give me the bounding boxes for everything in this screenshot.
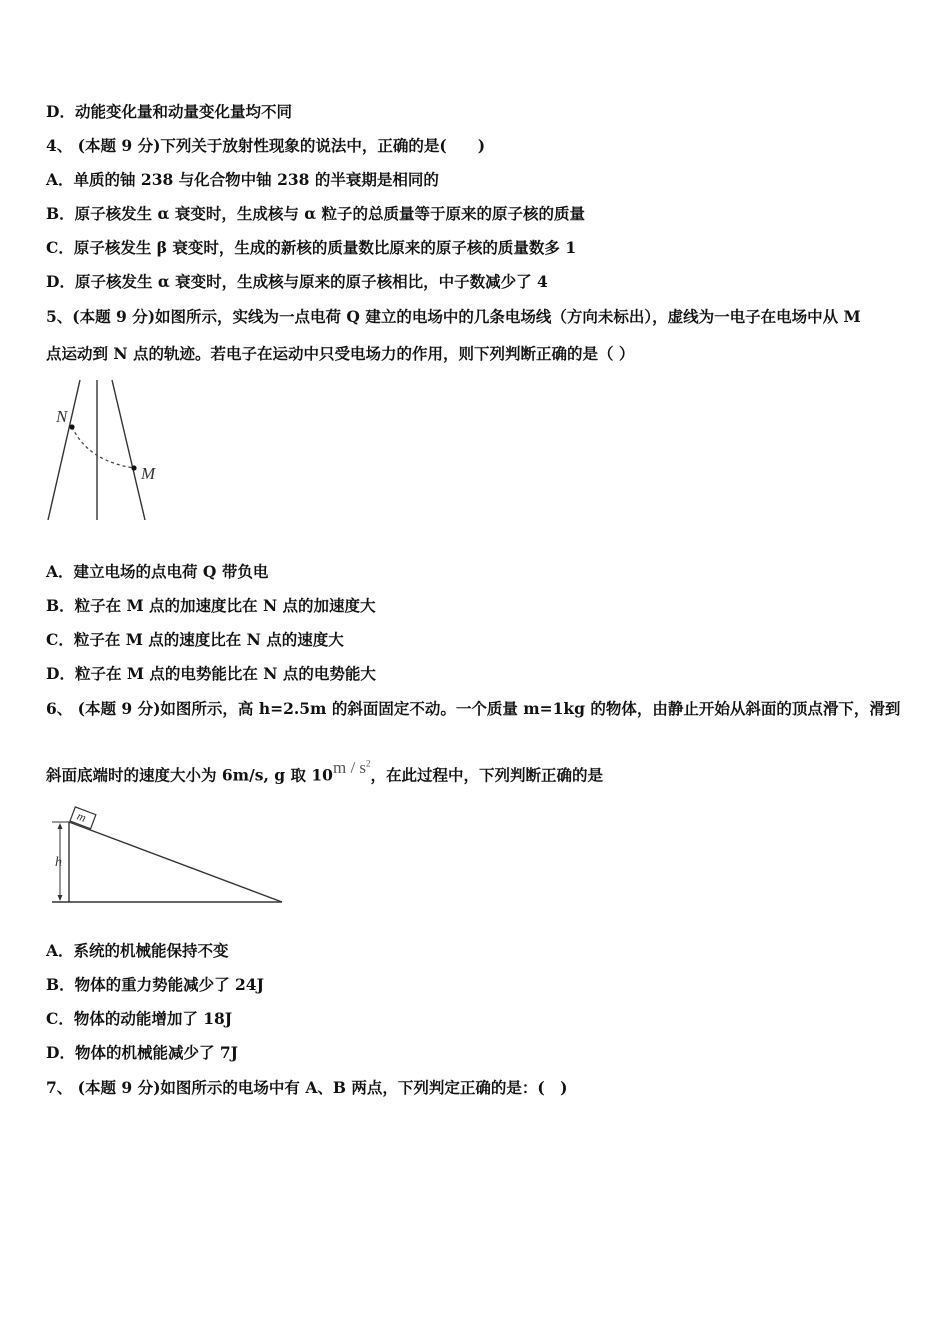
height-arrow-down bbox=[58, 895, 63, 901]
height-arrow-up bbox=[58, 823, 63, 829]
q4-option-b: B．原子核发生 α 衰变时，生成核与 α 粒子的总质量等于原来的原子核的质量 bbox=[46, 204, 586, 223]
q6-stem-line2 bbox=[46, 757, 604, 786]
q6-option-c: C．物体的动能增加了 18J bbox=[46, 1009, 233, 1028]
incline-slope bbox=[69, 822, 282, 902]
q5-stem-line2: 点运动到 N 点的轨迹。若电子在运动中只受电场力的作用，则下列判断正确的是（ ） bbox=[46, 344, 635, 363]
q5-option-a: A．建立电场的点电荷 Q 带负电 bbox=[46, 562, 269, 581]
q5-option-b: B．粒子在 M 点的加速度比在 N 点的加速度大 bbox=[46, 596, 376, 615]
q6-stem-line1: 6、 (本题 9 分)如图所示，高 h=2.5m 的斜面固定不动。一个质量 m=1kg 的物体，由静止开始从斜面的顶点滑下，滑到 bbox=[46, 699, 901, 718]
q6-option-d: D．物体的机械能减少了 7J bbox=[46, 1043, 238, 1062]
q4-stem: 4、 (本题 9 分)下列关于放射性现象的说法中，正确的是( ) bbox=[46, 136, 486, 155]
label-n: N bbox=[56, 407, 68, 426]
q7-stem: 7、 (本题 9 分)如图所示的电场中有 A、B 两点，下列判定正确的是：( ) bbox=[46, 1078, 568, 1097]
q6-option-a: A．系统的机械能保持不变 bbox=[46, 941, 229, 960]
block-label-m: m bbox=[75, 808, 89, 825]
q3-option-d: D．动能变化量和动量变化量均不同 bbox=[46, 102, 292, 121]
q5-stem-line1: 5、(本题 9 分)如图所示，实线为一点电荷 Q 建立的电场中的几条电场线（方向未标出），虚线为一电子在电场中从 M bbox=[46, 307, 861, 326]
q5-field-diagram bbox=[40, 375, 170, 525]
q6-incline-diagram bbox=[48, 808, 288, 908]
field-line-left bbox=[48, 380, 80, 520]
acceleration-unit: m / $s^2$ bbox=[332, 757, 371, 777]
q4-option-c: C．原子核发生 β 衰变时，生成的新核的质量数比原来的原子核的质量数多 1 bbox=[46, 238, 577, 257]
q4-option-d: D．原子核发生 α 衰变时，生成核与原来的原子核相比，中子数减少了 4 bbox=[46, 272, 548, 291]
point-n bbox=[69, 424, 74, 429]
q6-stem-line2-a: 斜面底端时的速度大小为 6m/s, g 取 10 bbox=[46, 765, 333, 785]
q5-option-d: D．粒子在 M 点的电势能比在 N 点的电势能大 bbox=[46, 664, 376, 683]
point-m bbox=[131, 465, 136, 470]
q4-option-a: A．单质的铀 238 与化合物中铀 238 的半衰期是相同的 bbox=[46, 170, 439, 189]
height-label-h: h bbox=[55, 855, 62, 870]
field-line-right bbox=[112, 380, 145, 520]
q5-option-c: C．粒子在 M 点的速度比在 N 点的速度大 bbox=[46, 630, 344, 649]
label-m: M bbox=[141, 464, 156, 483]
q6-option-b: B．物体的重力势能减少了 24J bbox=[46, 975, 264, 994]
q6-stem-line2-b: ，在此过程中，下列判断正确的是 bbox=[370, 765, 604, 785]
